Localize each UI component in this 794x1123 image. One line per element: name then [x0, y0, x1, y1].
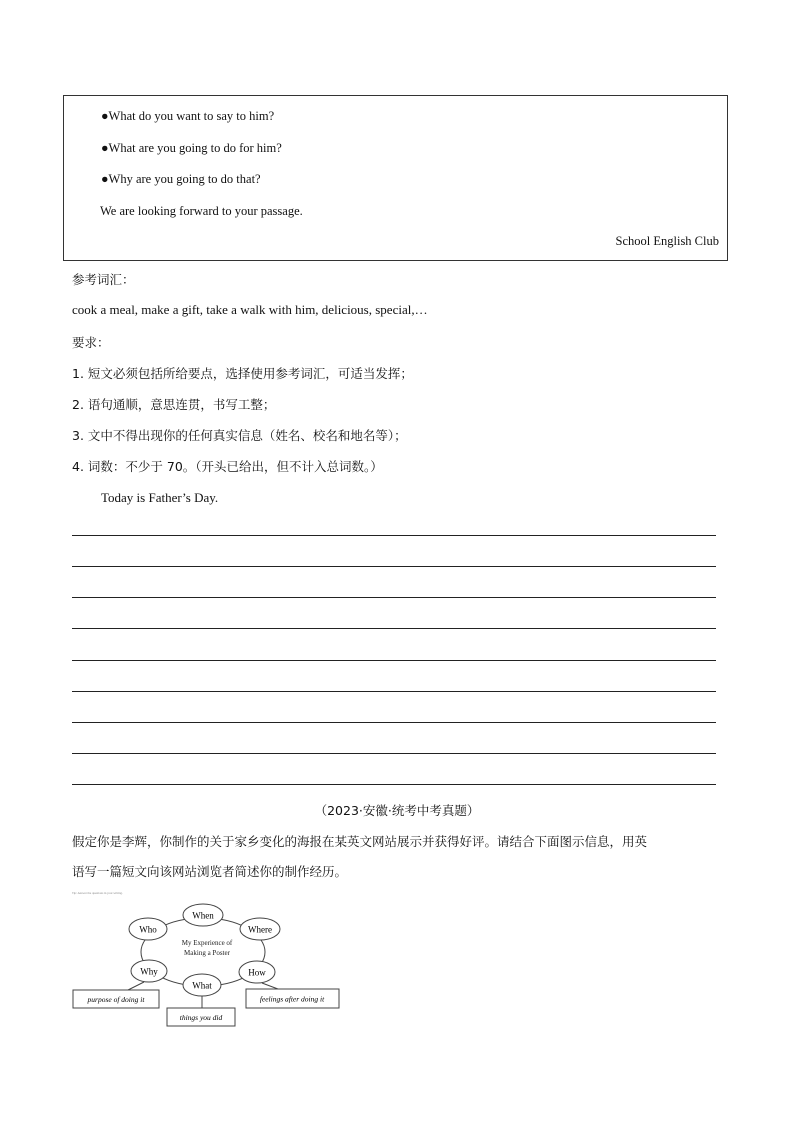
reference-heading: 参考词汇： — [72, 272, 135, 287]
writing-line[interactable] — [72, 753, 716, 754]
svg-text:Where: Where — [248, 924, 272, 935]
requirement-item-4: 4. 词数：不少于 70。（开头已给出，但不计入总词数。） — [72, 459, 383, 474]
diagram-node-who — [129, 918, 167, 940]
notice-box — [63, 95, 728, 261]
svg-text:feelings after doing it: feelings after doing it — [259, 994, 325, 1004]
requirements-heading: 要求： — [72, 335, 110, 350]
diagram-node-how — [239, 961, 275, 983]
notice-question-3: ●Why are you going to do that? — [101, 172, 261, 186]
svg-text:Who: Who — [139, 924, 157, 935]
svg-text:How: How — [248, 967, 266, 978]
writing-line[interactable] — [72, 628, 716, 629]
diagram-node-where — [240, 918, 280, 940]
svg-text:Why: Why — [140, 966, 158, 977]
writing-line[interactable] — [72, 784, 716, 785]
requirement-item-2: 2. 语句通顺，意思连贯，书写工整； — [72, 397, 276, 412]
diagram-node-why — [131, 960, 167, 982]
svg-text:things you did: things you did — [179, 1013, 223, 1022]
diagram-node-when — [183, 904, 223, 926]
question-prompt-line2: 语写一篇短文向该网站浏览者简述你的制作经历。 — [72, 864, 348, 879]
diagram-center-line1: My Experience of — [181, 939, 233, 947]
requirement-item-3: 3. 文中不得出现你的任何真实信息（姓名、校名和地名等）； — [72, 428, 407, 443]
writing-line[interactable] — [72, 597, 716, 598]
notice-signature: School English Club — [615, 234, 719, 248]
diagram-box-feelings — [246, 989, 339, 1008]
diagram-box-purpose — [73, 990, 159, 1008]
writing-line[interactable] — [72, 691, 716, 692]
connector-why-box — [128, 982, 144, 990]
reference-words: cook a meal, make a gift, take a walk with him, delicious, special,… — [72, 302, 428, 317]
diagram-node-what — [183, 974, 221, 996]
writing-line[interactable] — [72, 660, 716, 661]
diagram-tiny-caption: Tip: Answer the questions in your writing. — [72, 891, 123, 895]
diagram-center-line2: Making a Poster — [184, 949, 230, 957]
question-prompt-line1: 假定你是李辉，你制作的关于家乡变化的海报在某英文网站展示并获得好评。请结合下面图示信息，用英 — [72, 834, 648, 849]
diagram-box-things — [167, 1008, 235, 1026]
notice-question-1: ●What do you want to say to him? — [101, 109, 275, 123]
notice-question-2: ●What are you going to do for him? — [101, 141, 282, 155]
question-source: （2023·安徽·统考中考真题） — [314, 803, 480, 818]
connector-how-box — [262, 983, 278, 989]
writing-line[interactable] — [72, 566, 716, 567]
notice-closing: We are looking forward to your passage. — [100, 204, 303, 218]
essay-opening: Today is Father’s Day. — [101, 490, 219, 505]
requirement-item-1: 1. 短文必须包括所给要点，选择使用参考词汇，可适当发挥； — [72, 366, 413, 381]
writing-line[interactable] — [72, 722, 716, 723]
svg-text:purpose of doing it: purpose of doing it — [87, 995, 145, 1004]
mind-map-diagram — [70, 890, 342, 1032]
svg-text:When: When — [192, 910, 214, 921]
writing-line[interactable] — [72, 535, 716, 536]
svg-text:What: What — [192, 980, 212, 991]
